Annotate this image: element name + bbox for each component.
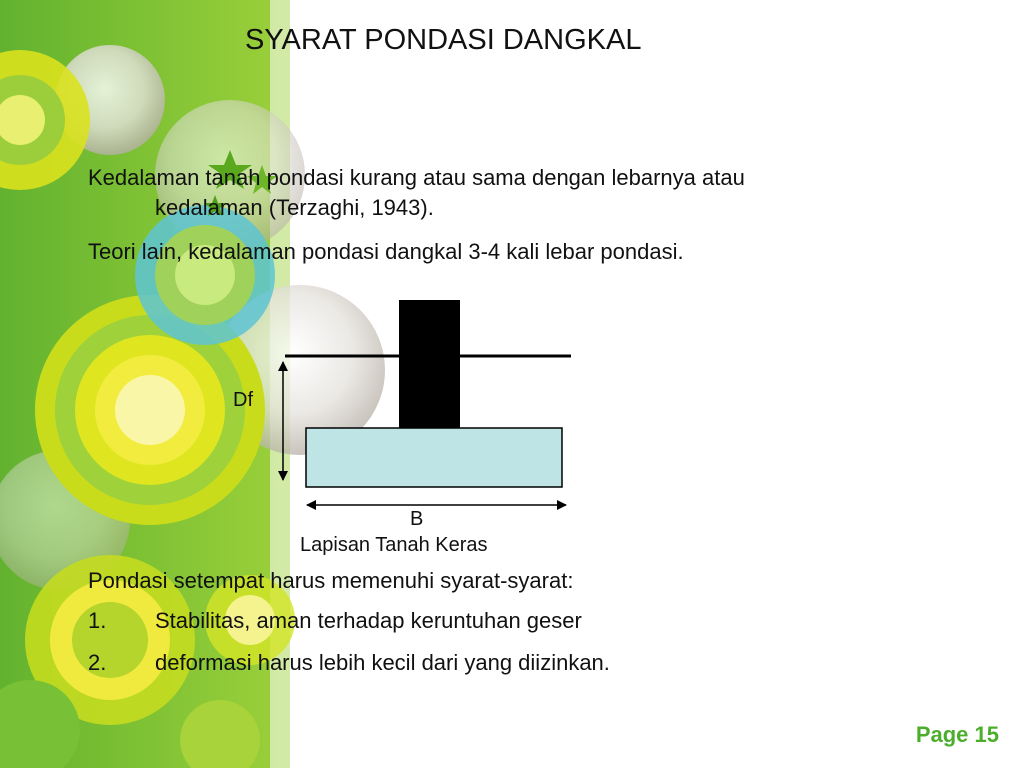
depth-label: Df [233, 389, 253, 411]
list-item-text: deformasi harus lebih kecil dari yang diizinkan. [155, 650, 610, 675]
footing-block [306, 428, 562, 487]
hard-soil-layer-label: Lapisan Tanah Keras [300, 534, 488, 556]
list-item-number: 1. [88, 608, 107, 633]
list-item-text: Stabilitas, aman terhadap keruntuhan geser [155, 608, 582, 633]
paragraph-other-theory: Teori lain, kedalaman pondasi dangkal 3-4 kali lebar pondasi. [88, 239, 684, 264]
slide-title: SYARAT PONDASI DANGKAL [245, 24, 642, 56]
paragraph-terzaghi-line2: kedalaman (Terzaghi, 1943). [155, 195, 434, 220]
paragraph-terzaghi-line1: Kedalaman tanah pondasi kurang atau sama dengan lebarnya atau [88, 165, 745, 190]
page-number: Page 15 [915, 722, 999, 747]
paragraph-requirements: Pondasi setempat harus memenuhi syarat-syarat: [88, 568, 574, 593]
list-item-number: 2. [88, 650, 107, 675]
foundation-column [399, 300, 460, 428]
width-label: B [410, 508, 424, 530]
